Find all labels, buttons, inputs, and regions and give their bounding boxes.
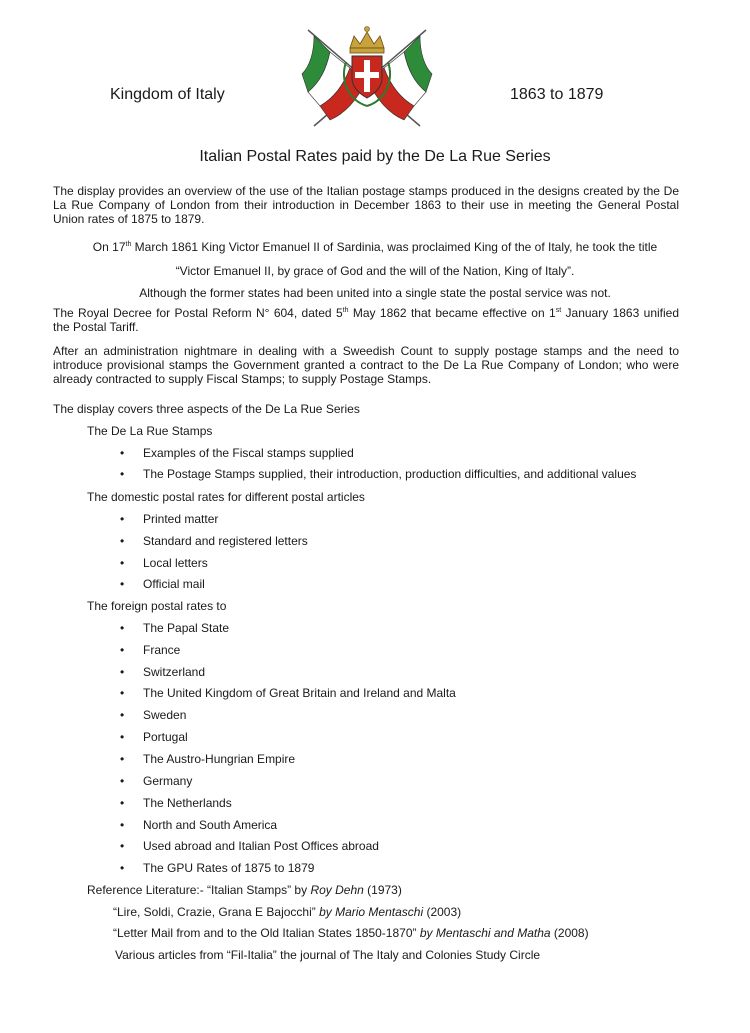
reference-1: Reference Literature:- “Italian Stamps” by Roy Dehn (1973) xyxy=(87,883,402,897)
bullet-icon: • xyxy=(120,708,125,722)
section-heading: The foreign postal rates to xyxy=(87,599,227,613)
bullet-icon: • xyxy=(120,643,125,657)
list-item: Germany xyxy=(143,774,193,788)
list-item: Switzerland xyxy=(143,665,206,679)
header-kingdom: Kingdom of Italy xyxy=(110,86,225,103)
list-item: Local letters xyxy=(143,556,208,570)
bullet-icon: • xyxy=(120,665,125,679)
list-item: France xyxy=(143,643,181,657)
section-heading: The domestic postal rates for different postal articles xyxy=(87,490,365,504)
list-item: The Austro-Hungrian Empire xyxy=(143,752,296,766)
page-title: Italian Postal Rates paid by the De La Rue Series xyxy=(199,148,551,165)
title-quote: “Victor Emanuel II, by grace of God and the will of the Nation, King of Italy”. xyxy=(175,264,575,278)
list-item: Used abroad and Italian Post Offices abroad xyxy=(143,839,379,853)
list-item: Official mail xyxy=(143,577,205,591)
bullet-icon: • xyxy=(120,861,125,875)
list-item: Printed matter xyxy=(143,512,219,526)
bullet-icon: • xyxy=(120,839,125,853)
reference-3: “Letter Mail from and to the Old Italian States 1850-1870” by Mentaschi and Matha (2008) xyxy=(113,926,589,940)
list-item: The GPU Rates of 1875 to 1879 xyxy=(143,861,315,875)
list-item: Examples of the Fiscal stamps supplied xyxy=(143,446,354,460)
bullet-icon: • xyxy=(120,446,125,460)
not-united-line: Although the former states had been united into a single state the postal service was not. xyxy=(139,286,611,300)
bullet-icon: • xyxy=(120,621,125,635)
bullet-icon: • xyxy=(120,752,125,766)
bullet-icon: • xyxy=(120,467,125,481)
list-item: The United Kingdom of Great Britain and Ireland and Malta xyxy=(143,686,456,700)
intro-paragraph: The display provides an overview of the use of the Italian postage stamps produced in the designs created by the De La Rue Company of London from their introduction in December 1863 to their use in meeting the General Postal Union rates of 1875 to 1879. xyxy=(53,184,679,226)
bullet-icon: • xyxy=(120,534,125,548)
bullet-icon: • xyxy=(120,730,125,744)
covers-heading: The display covers three aspects of the De La Rue Series xyxy=(53,402,360,416)
list-item: Portugal xyxy=(143,730,188,744)
bullet-icon: • xyxy=(120,796,125,810)
bullet-icon: • xyxy=(120,577,125,591)
proclamation-line: On 17th March 1861 King Victor Emanuel II of Sardinia, was proclaimed King of the of Italy, he took the title xyxy=(92,240,658,254)
list-item: The Netherlands xyxy=(143,796,232,810)
reference-4: Various articles from “Fil-Italia” the journal of The Italy and Colonies Study Circle xyxy=(115,948,541,962)
header-dates: 1863 to 1879 xyxy=(510,86,604,103)
bullet-icon: • xyxy=(120,512,125,526)
bullet-icon: • xyxy=(120,686,125,700)
list-item: The Papal State xyxy=(143,621,230,635)
decree-paragraph: The Royal Decree for Postal Reform N° 604, dated 5th May 1862 that became effective on 1st January 1863 unified the Postal Tariff. xyxy=(53,306,680,334)
bullet-icon: • xyxy=(120,818,125,832)
list-item: Standard and registered letters xyxy=(143,534,308,548)
section-heading: The De La Rue Stamps xyxy=(87,424,213,438)
crest-emblem xyxy=(300,22,434,132)
list-item: Sweden xyxy=(143,708,187,722)
bullet-icon: • xyxy=(120,774,125,788)
bullet-icon: • xyxy=(120,556,125,570)
list-item: North and South America xyxy=(143,818,278,832)
list-item: The Postage Stamps supplied, their introduction, production difficulties, and additional values xyxy=(143,467,637,481)
reference-2: “Lire, Soldi, Crazie, Grana E Bajocchi” by Mario Mentaschi (2003) xyxy=(113,905,462,919)
nightmare-paragraph: After an administration nightmare in dealing with a Sweedish Count to supply postage stamps and the need to introduce provisional stamps the Government granted a contract to the De La Rue Company of London; who were already contracted to supply Fiscal Stamps; to supply Postage Stamps. xyxy=(53,344,679,386)
